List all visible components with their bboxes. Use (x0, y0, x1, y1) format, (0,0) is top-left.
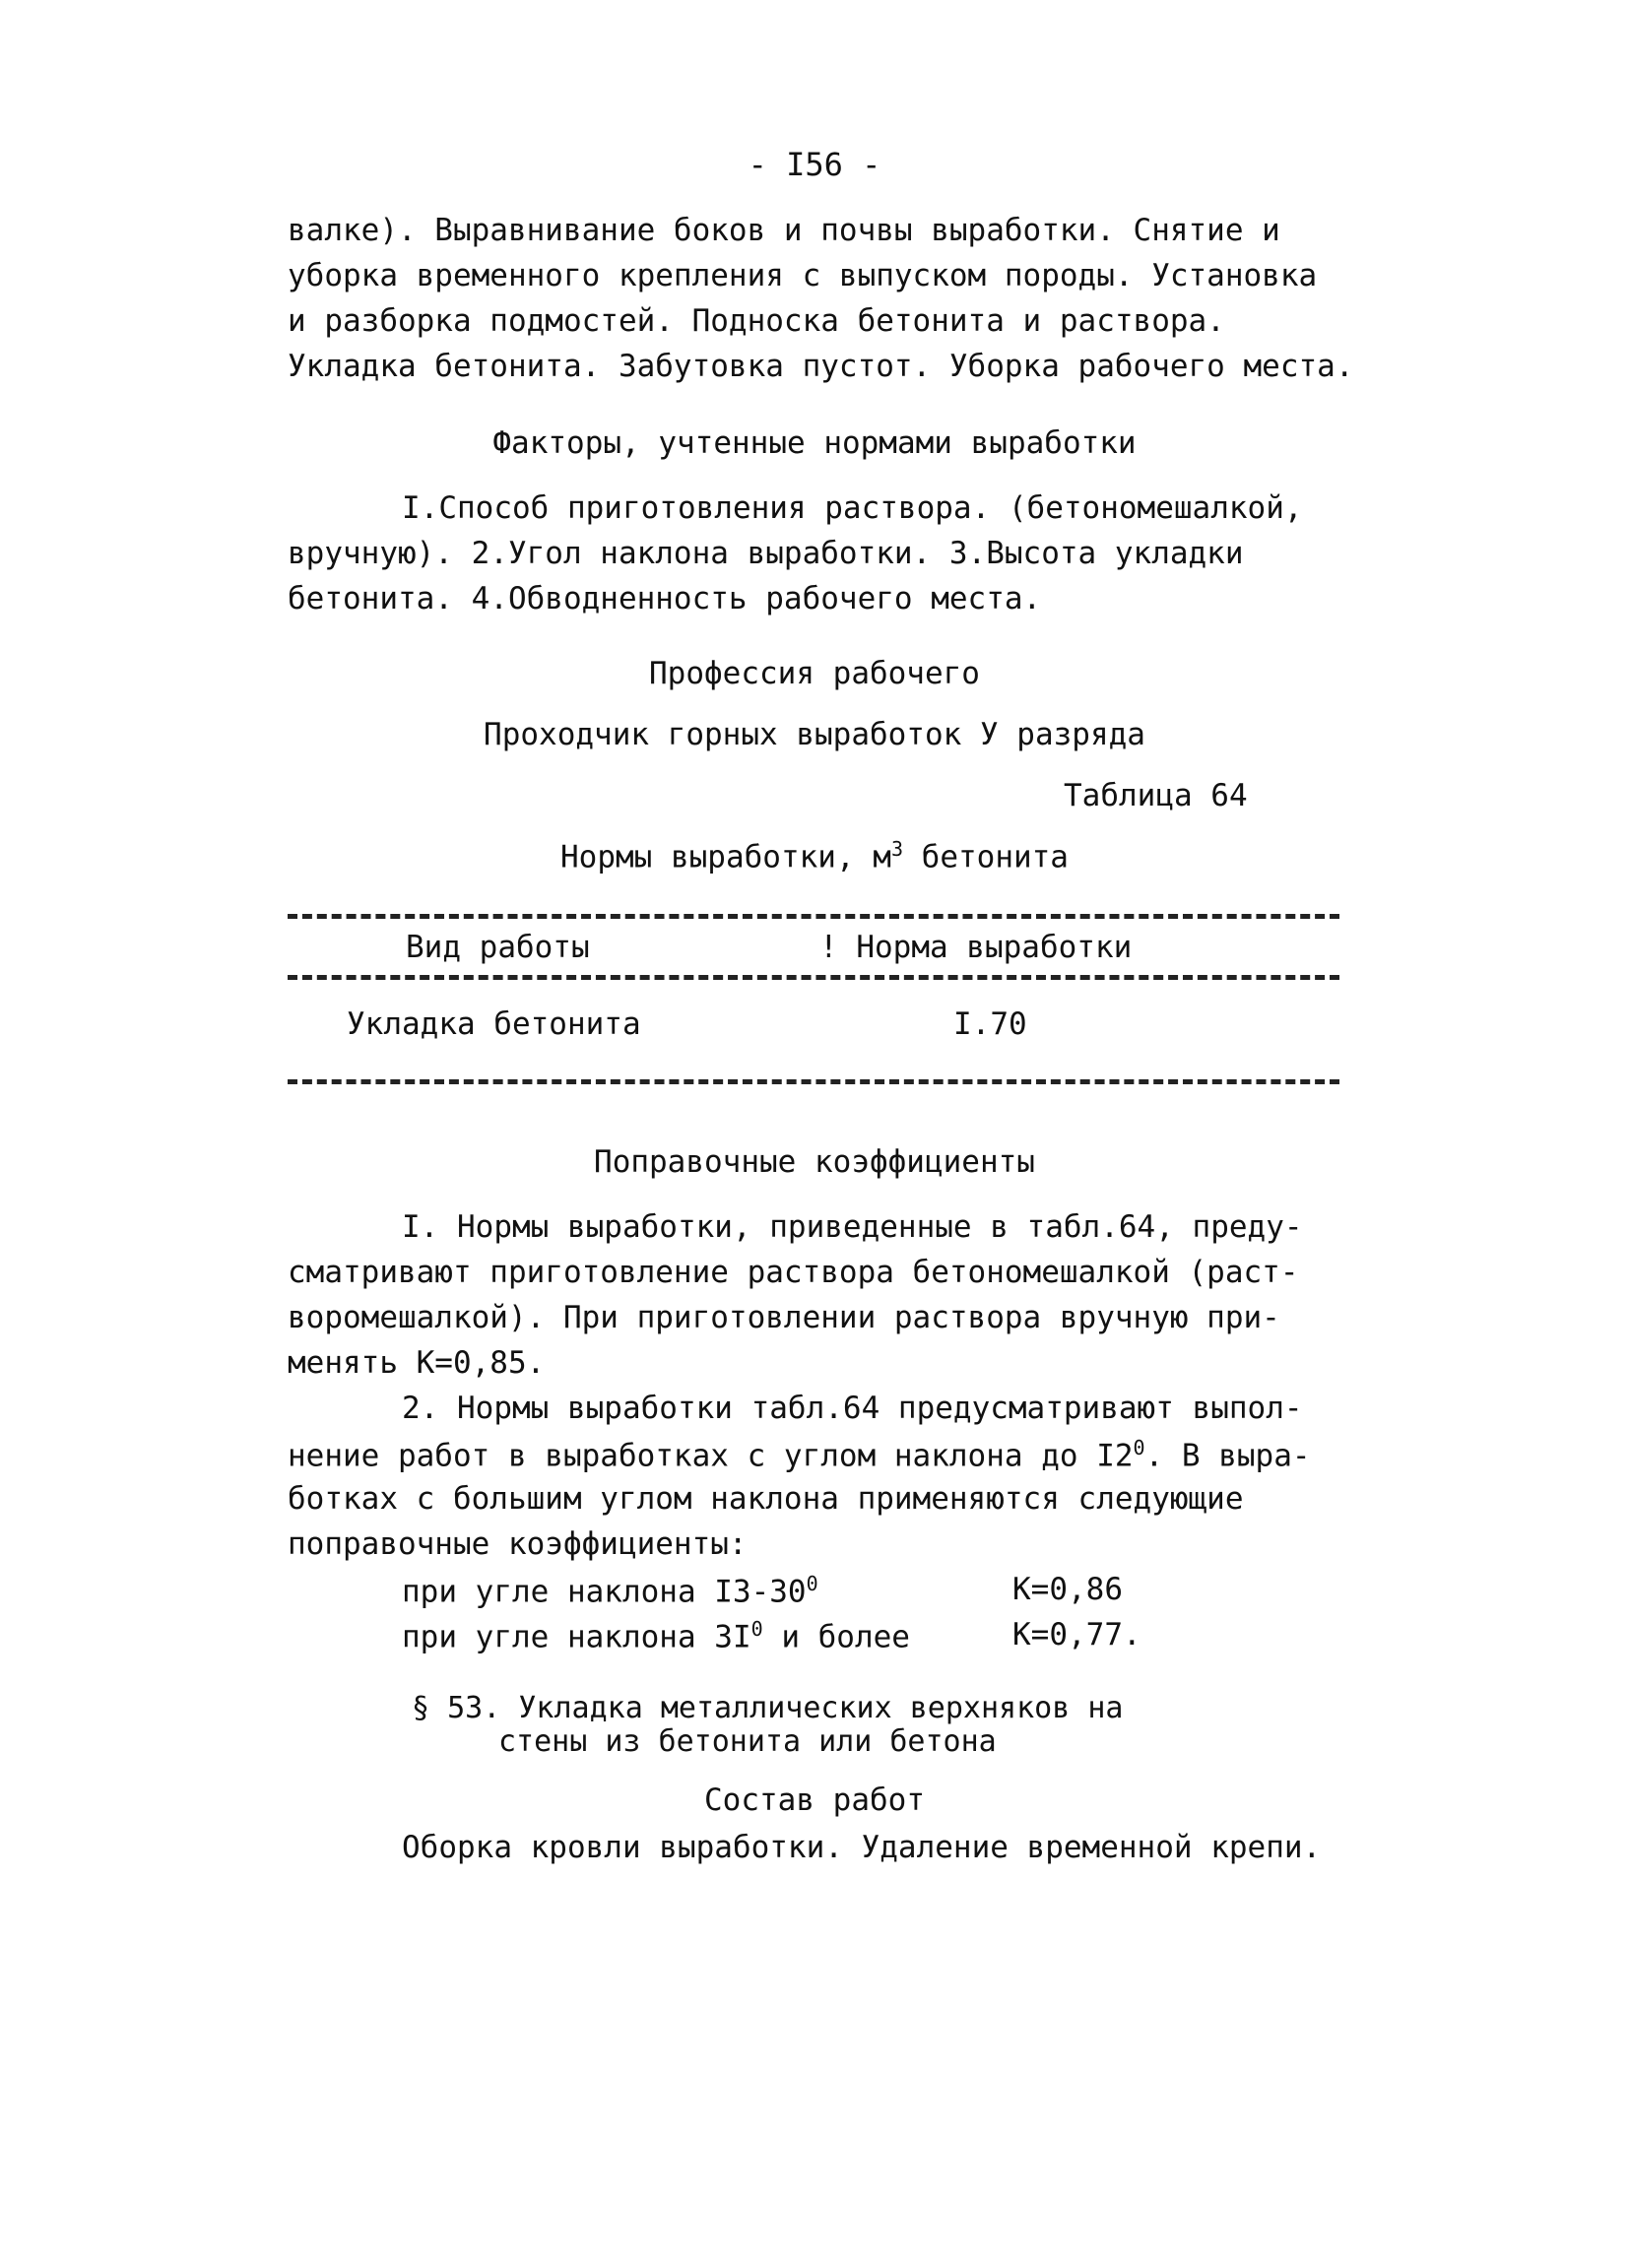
table-title-suffix: бетонита (903, 839, 1069, 875)
worker-title: Проходчик горных выработок У разряда (484, 717, 1145, 752)
table-cell-value: I.70 (953, 1006, 1027, 1042)
coefficient-row-2-label (402, 1617, 910, 1654)
corrections-para2-line-2 (288, 1436, 1311, 1473)
factors-heading: Факторы, учтенные нормами выработки (492, 425, 1137, 461)
coef2-suffix: и более (762, 1619, 910, 1655)
section-title-line-2: стены из бетонита или бетона (498, 1724, 997, 1759)
page-number: - I56 - (748, 146, 881, 183)
corrections-para2-line-1: 2. Нормы выработки табл.64 предусматривают выпол- (402, 1391, 1303, 1426)
intro-line-2: уборка временного крепления с выпуском породы. Установка (288, 258, 1318, 293)
table-label: Таблица 64 (1064, 778, 1248, 813)
para2-line-2-text: нение работ в выработках с углом наклона до I2 (288, 1438, 1134, 1474)
intro-line-4: Укладка бетонита. Забутовка пустот. Уборка рабочего места. (288, 349, 1354, 384)
table-title (0, 837, 1629, 875)
column-header-work: Вид работы (406, 930, 590, 965)
para2-line-2-sup: 0 (1133, 1436, 1145, 1459)
corrections-para2-line-4: поправочные коэффициенты: (288, 1526, 748, 1562)
coefficient-row-2-value: К=0,77. (1012, 1617, 1141, 1652)
coefficient-row-1-value: К=0,86 (1012, 1572, 1123, 1607)
intro-line-3: и разборка подмостей. Подноска бетонита и раствора. (288, 303, 1225, 339)
table-title-prefix: Нормы выработки, м (560, 839, 891, 875)
corrections-para2-line-3: ботках с большим углом наклона применяются следующие (288, 1481, 1244, 1517)
factors-line-2: вручную). 2.Угол наклона выработки. 3.Высота укладки (288, 536, 1244, 571)
corrections-heading: Поправочные коэффициенты (594, 1144, 1035, 1180)
table-rule-bottom (288, 1079, 1339, 1084)
coef1-prefix: при угле наклона I3-30 (402, 1574, 807, 1610)
coef2-prefix: при угле наклона 3I (402, 1619, 751, 1655)
corrections-para1-line-4: менять К=0,85. (288, 1345, 546, 1381)
work-composition-line: Оборка кровли выработки. Удаление временной крепи. (402, 1830, 1322, 1865)
corrections-para1-line-2: сматривают приготовление раствора бетономешалкой (раст- (288, 1255, 1299, 1290)
table-title-sup: 3 (890, 837, 903, 861)
table-cell-work: Укладка бетонита (347, 1006, 641, 1042)
coef1-sup: 0 (806, 1572, 818, 1595)
corrections-para1-line-3: воромешалкой). При приготовлении раствора вручную при- (288, 1300, 1280, 1335)
work-composition-heading: Состав работ (704, 1782, 925, 1818)
coefficient-row-1-label (402, 1572, 818, 1609)
factors-line-3: бетонита. 4.Обводненность рабочего места. (288, 581, 1042, 616)
para2-line-2-tail: . В выра- (1144, 1438, 1311, 1474)
factors-line-1: I.Способ приготовления раствора. (бетономешалкой, (402, 490, 1303, 526)
intro-line-1: валке). Выравнивание боков и почвы выработки. Снятие и (288, 213, 1280, 248)
coef2-sup: 0 (750, 1617, 763, 1641)
column-header-norm: ! Норма выработки (819, 930, 1133, 965)
table-rule-mid (288, 975, 1339, 980)
corrections-para1-line-1: I. Нормы выработки, приведенные в табл.64, преду- (402, 1209, 1303, 1245)
section-title-line-1: § 53. Укладка металлических верхняков на (412, 1691, 1124, 1725)
profession-heading: Профессия рабочего (649, 656, 980, 691)
table-rule-top (288, 914, 1339, 919)
